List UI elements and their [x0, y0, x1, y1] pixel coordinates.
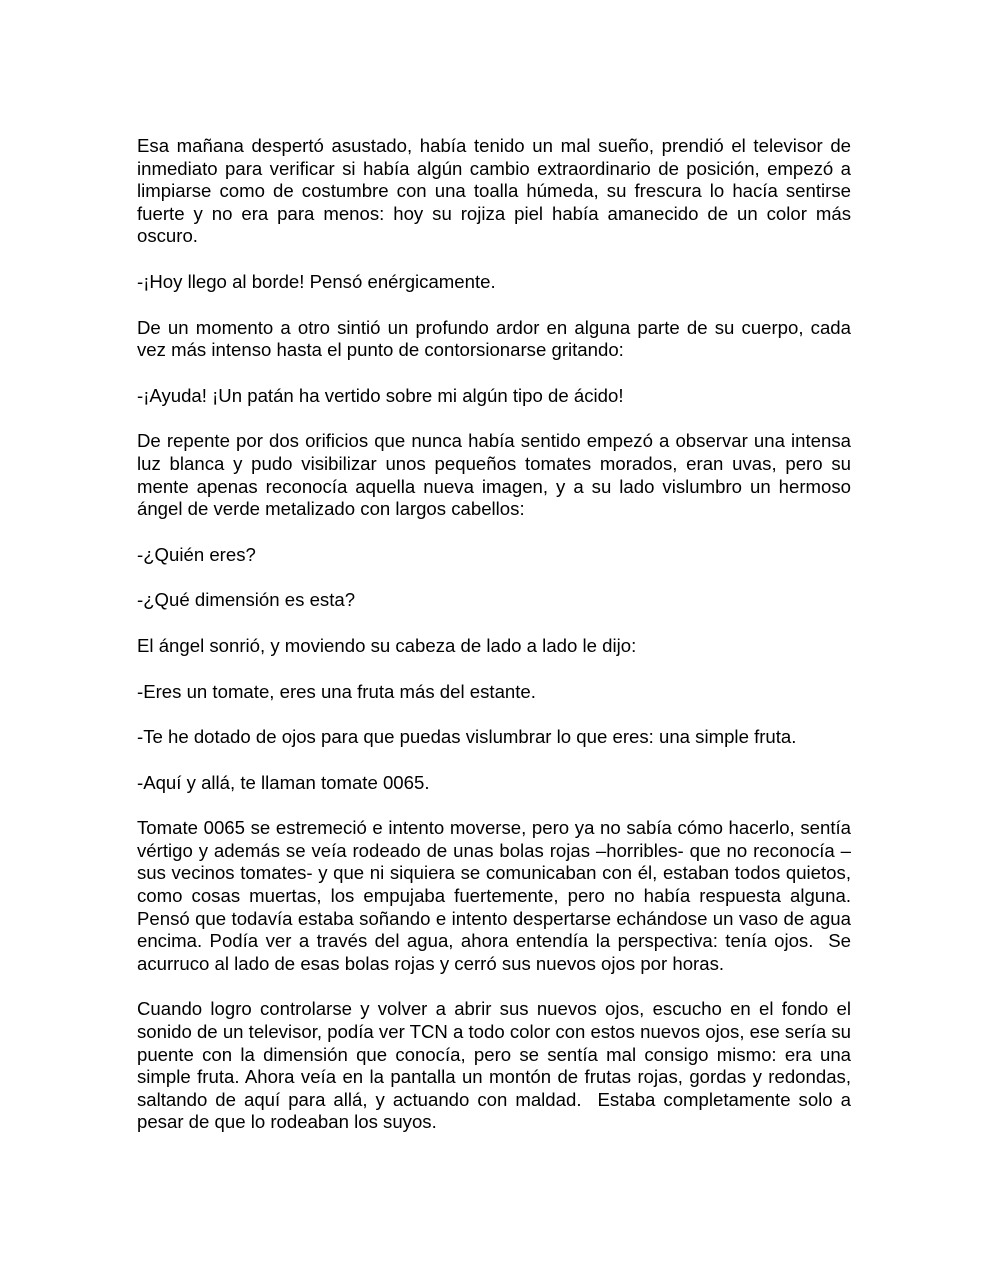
document-page	[137, 135, 857, 1157]
paragraph-dialog-dimension: -¿Qué dimensión es esta?	[137, 589, 356, 611]
paragraph-angel-sonrio: El ángel sonrió, y moviendo su cabeza de lado a lado le dijo:	[137, 634, 637, 656]
paragraph-dialog-ayuda: -¡Ayuda! ¡Un patán ha vertido sobre mi algún tipo de ácido!	[137, 384, 624, 406]
paragraph-opening: Esa mañana despertó asustado, había tenido un mal sueño, prendió el televisor de inmediato para verificar si había algún cambio extraordinario de posición, empezó a limpiarse como de costumbre con una toalla húmeda, su frescura lo hacía sentirse fuerte y no era para menos: hoy su rojiza piel había amanecido de un color más oscuro.	[137, 135, 857, 247]
paragraph-estremecio: Tomate 0065 se estremeció e intento moverse, pero ya no sabía cómo hacerlo, sentía vértigo y además se veía rodeado de unas bolas rojas –horribles- que no reconocía –sus vecinos tomates- y que ni siquiera se comunicaban con él, estaban todos quietos, como cosas muertas, los empujaba fuertemente, pero no había respuesta alguna. Pensó que todavía estaba soñando e intento despertarse echándose un vaso de agua encima. Podía ver a través del agua, ahora entendía la perspectiva: tenía ojos. Se acurruco al lado de esas bolas rojas y cerró sus nuevos ojos por horas.	[137, 817, 857, 974]
paragraph-dialog-eres-tomate: -Eres un tomate, eres una fruta más del estante.	[137, 680, 536, 702]
paragraph-ardor: De un momento a otro sintió un profundo ardor en alguna parte de su cuerpo, cada vez más intenso hasta el punto de contorsionarse gritando:	[137, 316, 857, 361]
paragraph-dialog-quien: -¿Quién eres?	[137, 543, 256, 565]
paragraph-dialog-ojos: -Te he dotado de ojos para que puedas vislumbrar lo que eres: una simple fruta.	[137, 726, 797, 748]
paragraph-orificios: De repente por dos orificios que nunca había sentido empezó a observar una intensa luz blanca y pudo visibilizar unos pequeños tomates morados, eran uvas, pero su mente apenas reconocía aquella nueva imagen, y a su lado vislumbro un hermoso ángel de verde metalizado con largos cabellos:	[137, 430, 857, 520]
paragraph-dialog-tomate-0065: -Aquí y allá, te llaman tomate 0065.	[137, 771, 430, 793]
paragraph-cuando-logro: Cuando logro controlarse y volver a abrir sus nuevos ojos, escucho en el fondo el sonido de un televisor, podía ver TCN a todo color con estos nuevos ojos, ese sería su puente con la dimensión que conocía, pero se sentía mal consigo mismo: era una simple fruta. Ahora veía en la pantalla un montón de frutas rojas, gordas y redondas, saltando de aquí para allá, y actuando con maldad. Estaba completamente solo a pesar de que lo rodeaban los suyos.	[137, 998, 857, 1133]
paragraph-dialog-borde: -¡Hoy llego al borde! Pensó enérgicamente.	[137, 270, 496, 292]
